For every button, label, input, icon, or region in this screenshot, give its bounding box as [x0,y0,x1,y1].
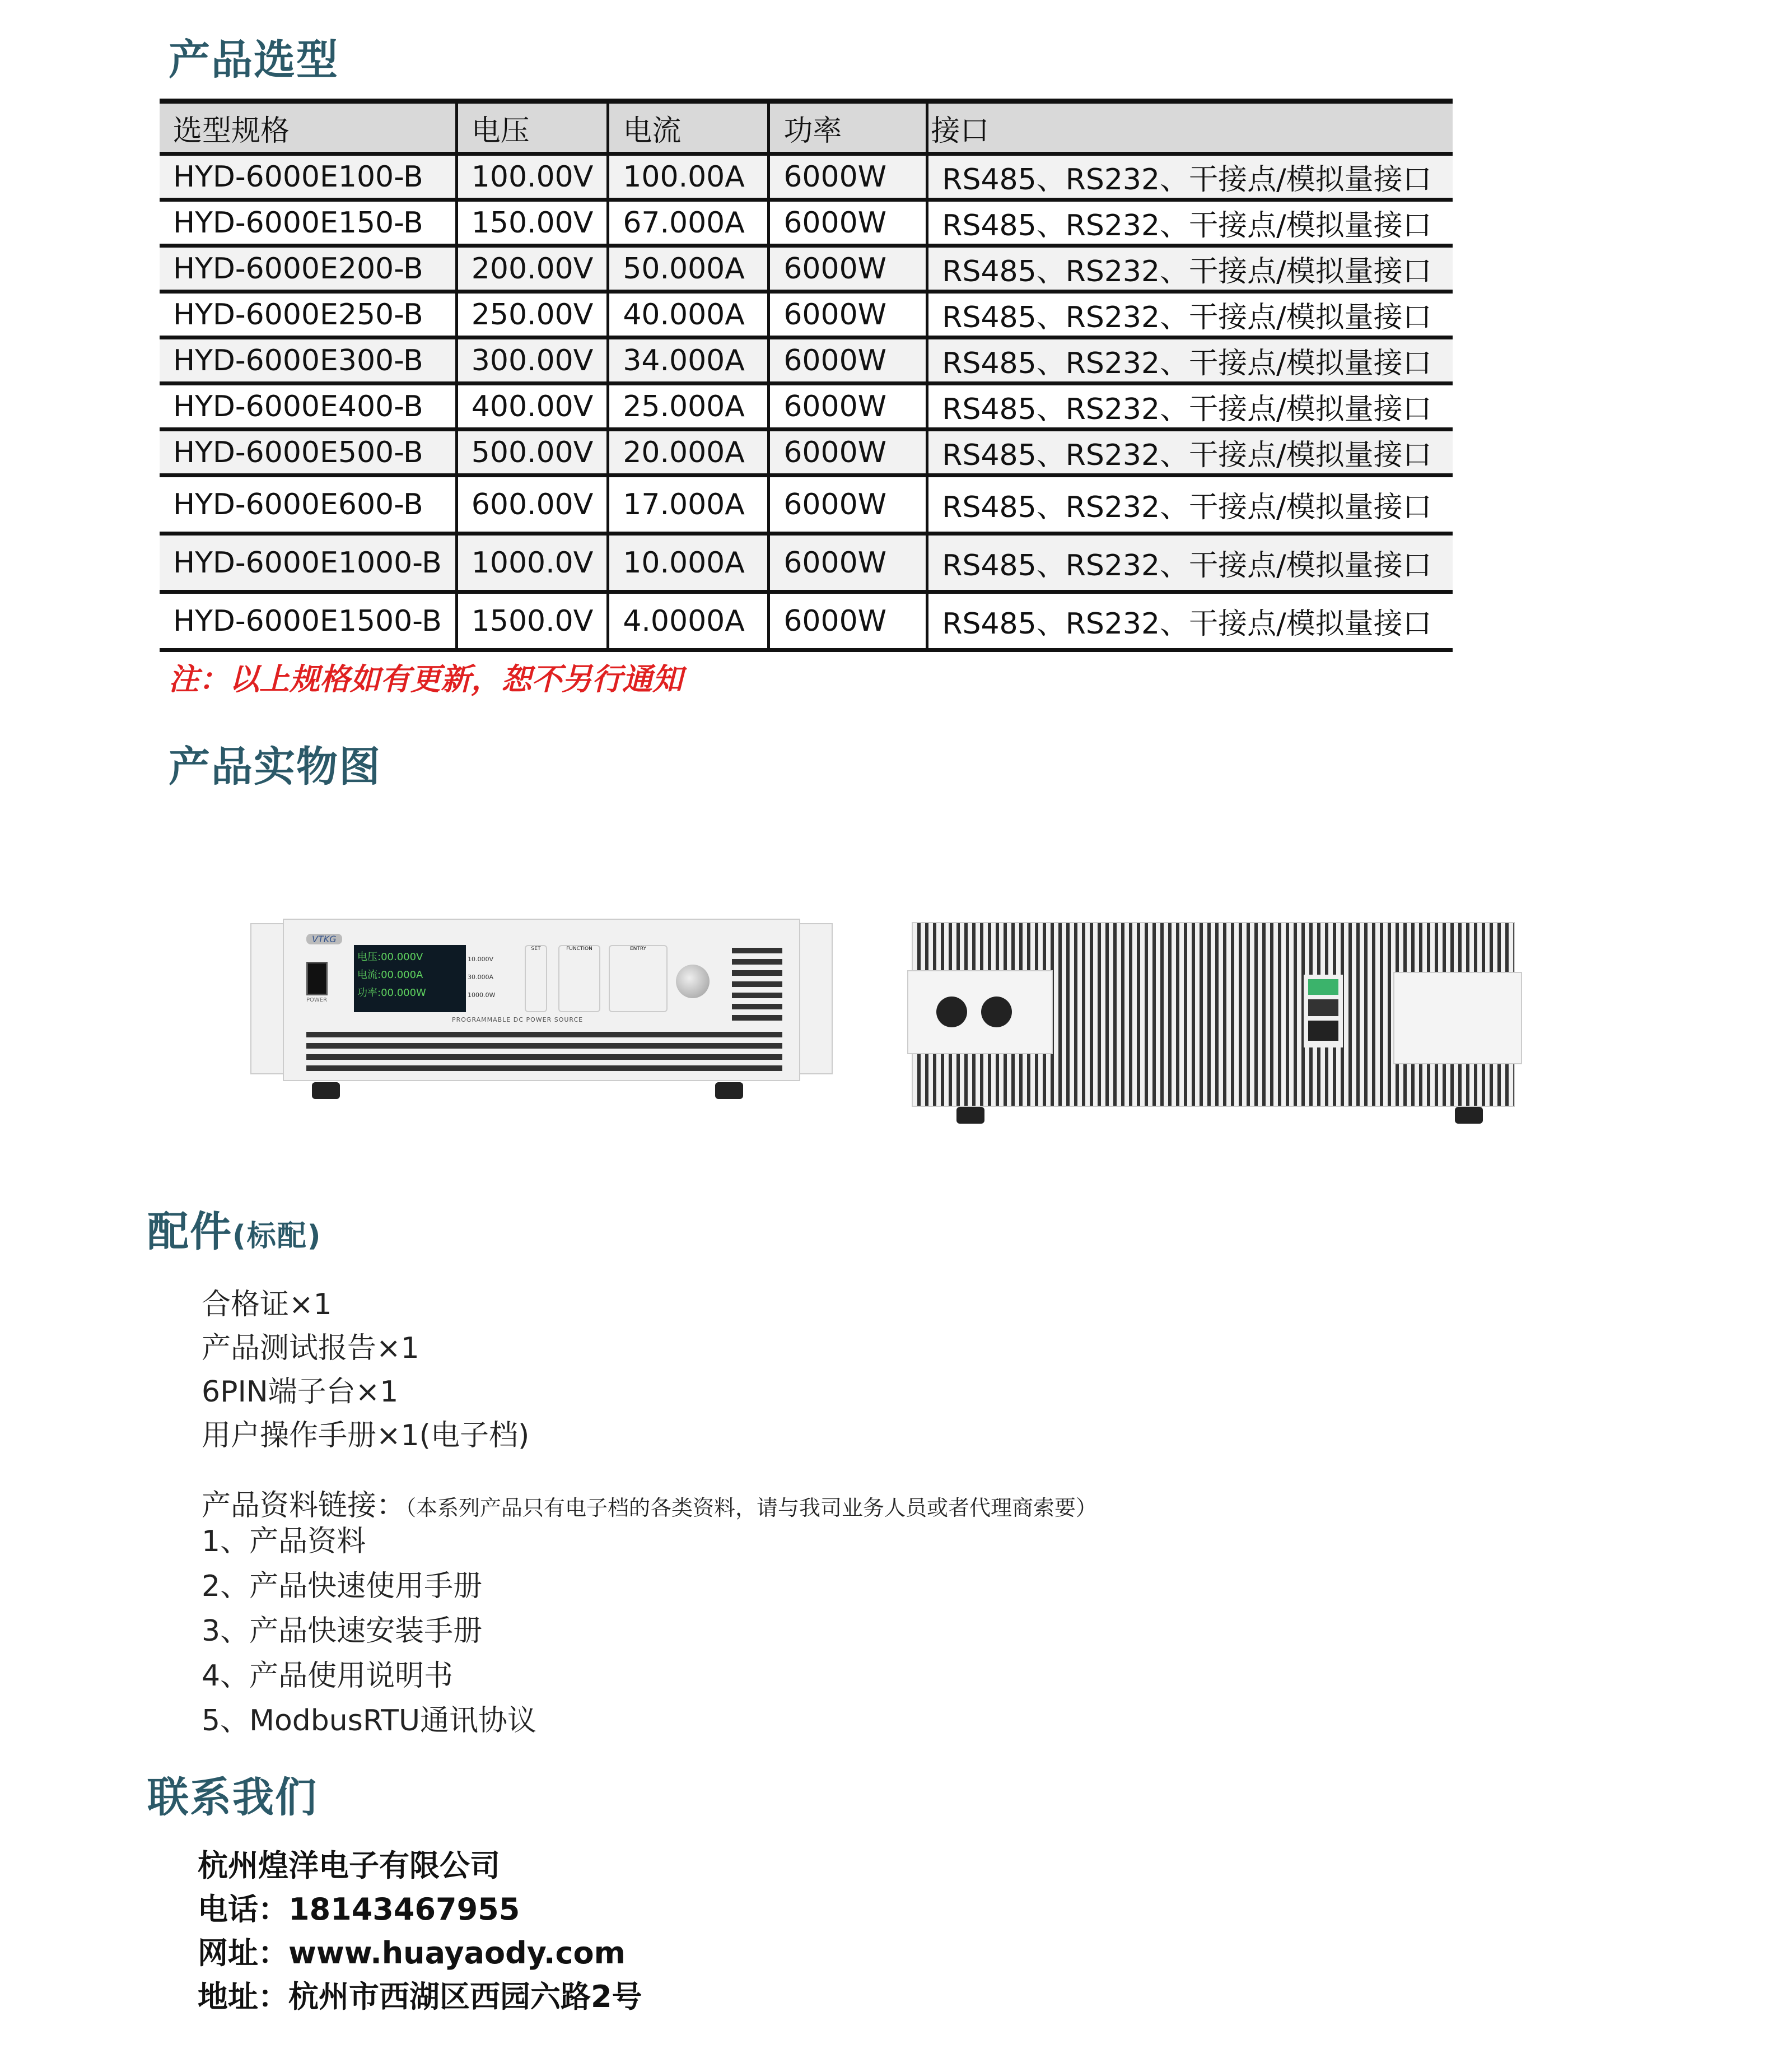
foot [312,1082,340,1099]
cell-voltage: 300.00V [456,338,608,384]
accessories-title: 配件 [147,1208,232,1256]
list-item: 6PIN端子台×1 [202,1375,399,1409]
foot [715,1082,743,1099]
col-model: 选型规格 [160,101,456,154]
cell-power: 6000W [769,592,927,650]
cell-model: HYD-6000E100-B [160,154,456,200]
cell-model: HYD-6000E150-B [160,200,456,246]
table-row [160,476,1453,534]
cell-power: 6000W [769,476,927,534]
links-label: 产品资料链接： [202,1489,406,1522]
cell-voltage: 400.00V [456,384,608,430]
cell-interface: RS485、RS232、干接点/模拟量接口 [927,476,1453,534]
entry-keys [609,945,668,1012]
list-item: 产品测试报告×1 [202,1331,419,1365]
table-row [160,200,1453,246]
table-row [160,154,1453,200]
cell-power: 6000W [769,154,927,200]
terminal-block [1308,979,1338,995]
links-hint: （本系列产品只有电子档的各类资料，请与我司业务人员或者代理商索要） [405,1496,1098,1520]
links-list [202,1519,536,1743]
table-row [160,246,1453,292]
cell-power: 6000W [769,534,927,592]
brand-logo: VTKG [306,934,342,944]
cell-voltage: 200.00V [456,246,608,292]
list-item: 用户操作手册×1(电子档) [202,1419,530,1452]
cell-current: 34.000A [608,338,769,384]
cell-current: 25.000A [608,384,769,430]
cell-interface: RS485、RS232、干接点/模拟量接口 [927,200,1453,246]
cell-interface: RS485、RS232、干接点/模拟量接口 [927,246,1453,292]
cell-power: 6000W [769,246,927,292]
col-interface: 接口 [927,101,1453,154]
cell-current: 40.000A [608,292,769,338]
cell-interface: RS485、RS232、干接点/模拟量接口 [927,338,1453,384]
website-link[interactable]: 网址：www.huayaody.com [198,1935,626,1971]
cell-voltage: 600.00V [456,476,608,534]
table-row [160,592,1453,650]
col-voltage: 电压 [456,101,608,154]
list-item: 合格证×1 [202,1288,332,1321]
cell-model: HYD-6000E300-B [160,338,456,384]
cell-power: 6000W [769,384,927,430]
power-switch [306,962,328,995]
cell-model: HYD-6000E400-B [160,384,456,430]
accessory-list [202,1283,529,1458]
set-label: SET [531,946,541,952]
section-title-accessories [147,1199,322,1258]
screen-current: 电流:00.000A [357,969,423,981]
foot [1455,1107,1483,1124]
cell-model: HYD-6000E1500-B [160,592,456,650]
spec-table [160,99,1453,652]
cell-power: 6000W [769,200,927,246]
set-voltage: 10.000V [468,956,494,963]
col-power: 功率 [769,101,927,154]
list-item: 1、产品资料 [202,1525,366,1558]
section-title-contact: 联系我们 [147,1773,318,1822]
set-keys [525,945,547,1012]
cell-voltage: 250.00V [456,292,608,338]
product-photo-rear [912,919,1515,1132]
list-item: 4、产品使用说明书 [202,1659,454,1693]
foot [956,1107,984,1124]
vent-side [732,942,782,1026]
cell-current: 17.000A [608,476,769,534]
set-current: 30.000A [468,974,494,981]
rear-cover-plate [1393,972,1522,1064]
rack-ear-right [799,923,833,1074]
cell-power: 6000W [769,430,927,476]
cell-voltage: 150.00V [456,200,608,246]
section-title-selection: 产品选型 [169,36,339,84]
function-label: FUNCTION [566,946,592,952]
cell-voltage: 1000.0V [456,534,608,592]
company-name: 杭州煌洋电子有限公司 [198,1848,500,1883]
list-item: 3、产品快速安装手册 [202,1614,483,1648]
accessories-subtitle: (标配) [232,1219,322,1253]
cell-power: 6000W [769,292,927,338]
update-note: 注：以上规格如有更新，恕不另行通知 [169,662,683,697]
cell-current: 10.000A [608,534,769,592]
rj45-port [1308,1021,1338,1041]
cell-voltage: 1500.0V [456,592,608,650]
table-row [160,338,1453,384]
set-values [468,951,495,1004]
cell-interface: RS485、RS232、干接点/模拟量接口 [927,384,1453,430]
vent-grille [306,1026,782,1077]
cell-power: 6000W [769,338,927,384]
table-row [160,430,1453,476]
cell-model: HYD-6000E250-B [160,292,456,338]
interface-ports [1304,975,1343,1047]
table-row [160,292,1453,338]
table-row [160,534,1453,592]
display-screen [354,945,466,1012]
cell-interface: RS485、RS232、干接点/模拟量接口 [927,292,1453,338]
cell-model: HYD-6000E1000-B [160,534,456,592]
table-row [160,384,1453,430]
cell-interface: RS485、RS232、干接点/模拟量接口 [927,534,1453,592]
cell-current: 50.000A [608,246,769,292]
cell-interface: RS485、RS232、干接点/模拟量接口 [927,592,1453,650]
terminal-negative [936,997,967,1027]
cell-current: 20.000A [608,430,769,476]
cell-current: 100.00A [608,154,769,200]
set-power: 1000.0W [468,991,496,999]
cell-interface: RS485、RS232、干接点/模拟量接口 [927,430,1453,476]
front-panel [283,919,800,1081]
phone: 电话：18143467955 [198,1892,520,1927]
control-knob [676,965,710,998]
contact-info [198,1844,642,2019]
device-caption: PROGRAMMABLE DC POWER SOURCE [452,1016,584,1023]
cell-model: HYD-6000E600-B [160,476,456,534]
power-label: POWER [306,997,328,1003]
table-header [160,101,1453,154]
cell-model: HYD-6000E200-B [160,246,456,292]
links-heading [202,1482,1097,1524]
product-photo-front [250,919,833,1103]
terminal-positive [981,997,1012,1027]
section-title-photos: 产品实物图 [169,743,381,791]
entry-label: ENTRY [629,946,647,952]
cell-voltage: 100.00V [456,154,608,200]
screen-power: 功率:00.000W [357,987,426,999]
cell-voltage: 500.00V [456,430,608,476]
cell-current: 67.000A [608,200,769,246]
cell-model: HYD-6000E500-B [160,430,456,476]
cell-current: 4.0000A [608,592,769,650]
list-item: 5、ModbusRTU通讯协议 [202,1704,537,1738]
function-keys [558,945,600,1012]
address: 地址：杭州市西湖区西园六路2号 [198,1979,642,2014]
output-terminal-cover [907,970,1053,1054]
rack-ear-left [250,923,284,1074]
list-item: 2、产品快速使用手册 [202,1570,483,1603]
cell-interface: RS485、RS232、干接点/模拟量接口 [927,154,1453,200]
screen-voltage: 电压:00.000V [357,951,423,963]
col-current: 电流 [608,101,769,154]
rs232-port [1308,999,1338,1016]
